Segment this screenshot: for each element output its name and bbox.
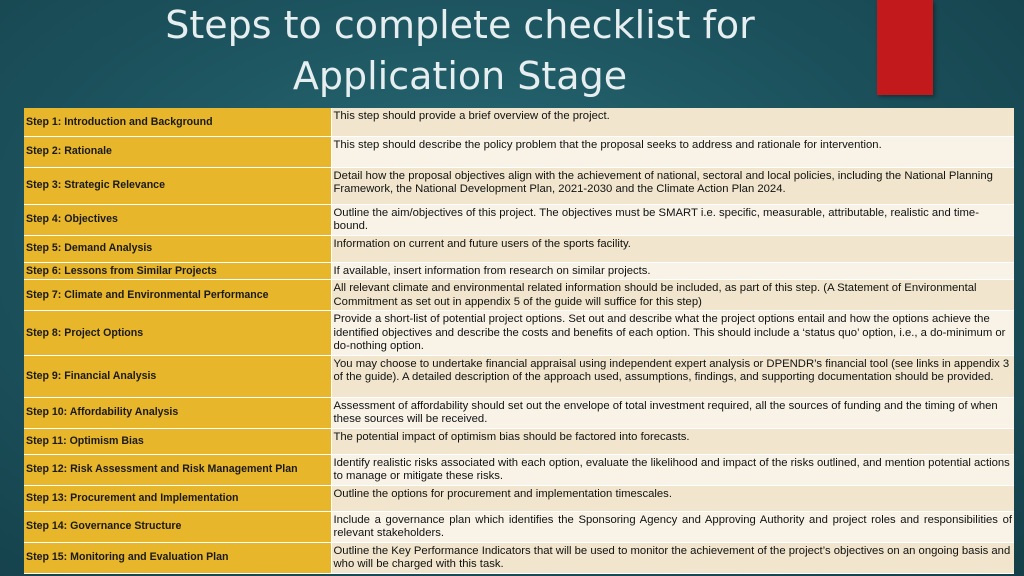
step-description: All relevant climate and environmental related information should be included, as part of this step. (A Statement of Environmental Commitment as set out in appendix 5 of the guide will suffice for this step): [331, 280, 1014, 311]
table-row: [24, 542, 1014, 573]
step-description: If available, insert information from research on similar projects.: [331, 262, 1014, 280]
step-label: Step 14: Governance Structure: [24, 511, 331, 542]
table-row: [24, 262, 1014, 280]
slide-title-line-1: Steps to complete checklist for: [165, 3, 755, 47]
step-label: Step 3: Strategic Relevance: [24, 167, 331, 204]
table-row: [24, 428, 1014, 454]
step-description: Identify realistic risks associated with each option, evaluate the likelihood and impact of the risks outlined, and mention potential actions to manage or mitigate these risks.: [331, 454, 1014, 485]
step-label: Step 8: Project Options: [24, 311, 331, 356]
step-description: This step should provide a brief overview of the project.: [331, 108, 1014, 136]
table-row: [24, 108, 1014, 136]
table-row: [24, 311, 1014, 356]
table-row: [24, 204, 1014, 235]
step-description: This step should describe the policy problem that the proposal seeks to address and rationale for intervention.: [331, 136, 1014, 167]
checklist-steps-table: [24, 108, 1014, 574]
step-label: Step 12: Risk Assessment and Risk Management Plan: [24, 454, 331, 485]
step-description: Information on current and future users of the sports facility.: [331, 235, 1014, 262]
step-label: Step 13: Procurement and Implementation: [24, 485, 331, 511]
step-label: Step 15: Monitoring and Evaluation Plan: [24, 542, 331, 573]
step-label: Step 1: Introduction and Background: [24, 108, 331, 136]
step-description: Outline the options for procurement and implementation timescales.: [331, 485, 1014, 511]
table-row: [24, 511, 1014, 542]
step-description: Assessment of affordability should set out the envelope of total investment required, all the sources of funding and the timing of when these sources will be received.: [331, 397, 1014, 428]
slide-title: [60, 0, 860, 104]
table-row: [24, 485, 1014, 511]
table-row: [24, 397, 1014, 428]
step-description: Include a governance plan which identifies the Sponsoring Agency and Approving Authority and project roles and responsibilities of relevant stakeholders.: [331, 511, 1014, 542]
table-row: [24, 355, 1014, 397]
step-description: Outline the Key Performance Indicators that will be used to monitor the achievement of the project’s objectives on an ongoing basis and who will be charged with this task.: [331, 542, 1014, 573]
step-description: Outline the aim/objectives of this project. The objectives must be SMART i.e. specific, measurable, attributable, realistic and time-bound.: [331, 204, 1014, 235]
table-row: [24, 280, 1014, 311]
step-description: Provide a short-list of potential project options. Set out and describe what the project options entail and how the options achieve the identified objectives and describe the costs and benefits of each option. This should include a ‘status quo’ option, i.e., a do-minimum or do-nothing option.: [331, 311, 1014, 356]
step-label: Step 7: Climate and Environmental Performance: [24, 280, 331, 311]
step-label: Step 10: Affordability Analysis: [24, 397, 331, 428]
decorative-red-tab: [877, 0, 933, 95]
table-row: [24, 235, 1014, 262]
step-description: Detail how the proposal objectives align with the achievement of national, sectoral and local policies, including the National Planning Framework, the National Development Plan, 2021-2030 and the Climate Action Plan 2024.: [331, 167, 1014, 204]
step-label: Step 11: Optimism Bias: [24, 428, 331, 454]
step-label: Step 9: Financial Analysis: [24, 355, 331, 397]
step-label: Step 6: Lessons from Similar Projects: [24, 262, 331, 280]
table-row: [24, 454, 1014, 485]
step-description: The potential impact of optimism bias should be factored into forecasts.: [331, 428, 1014, 454]
table-row: [24, 167, 1014, 204]
step-label: Step 2: Rationale: [24, 136, 331, 167]
step-label: Step 5: Demand Analysis: [24, 235, 331, 262]
step-description: You may choose to undertake financial appraisal using independent expert analysis or DPENDR’s financial tool (see links in appendix 3 of the guide). A detailed description of the approach used, assumptions, findings, and supporting documentation should be provided.: [331, 355, 1014, 397]
step-label: Step 4: Objectives: [24, 204, 331, 235]
slide-title-line-2: Application Stage: [292, 54, 628, 98]
table-row: [24, 136, 1014, 167]
